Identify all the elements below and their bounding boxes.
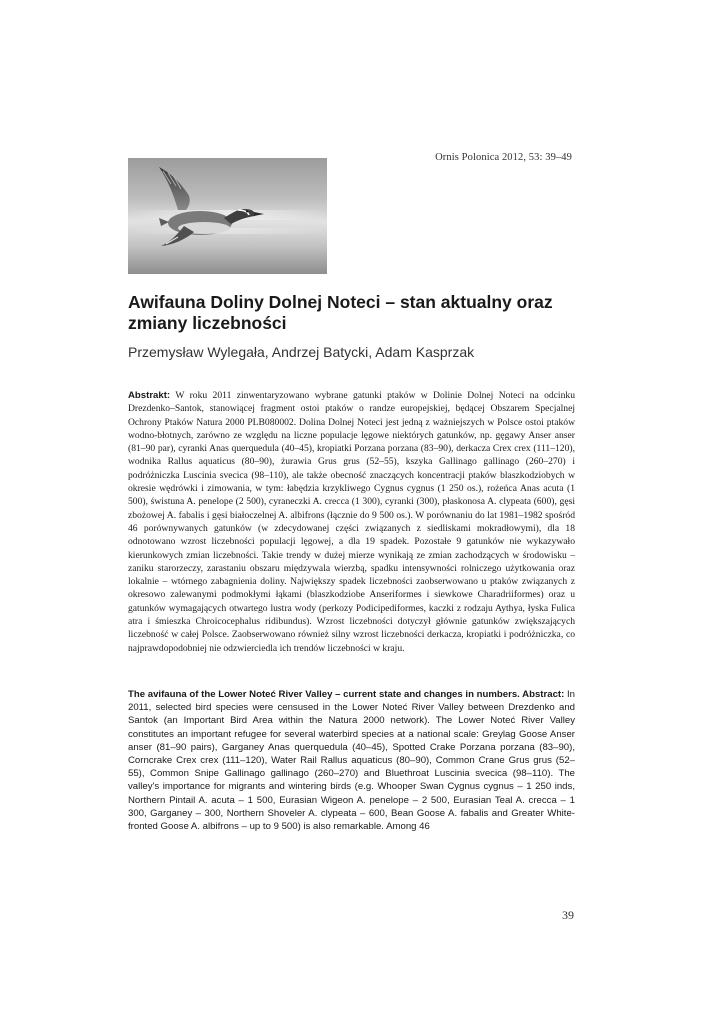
- abstract-english-label: The avifauna of the Lower Noteć River Valley – current state and changes in numbers. Abstract:: [128, 689, 565, 700]
- abstract-polish-label: Abstrakt:: [128, 390, 171, 401]
- journal-reference: Ornis Polonica 2012, 53: 39–49: [435, 152, 572, 163]
- article-authors: Przemysław Wylegała, Andrzej Batycki, Adam Kasprzak: [128, 344, 475, 360]
- flying-duck-photo: [128, 158, 327, 274]
- abstract-english-text: In 2011, selected bird species were censused in the Lower Noteć River Valley between Drezdenko and Santok (an Important Bird Area within the Natura 2000 network). The Lower Noteć River Valley constitutes an important refugee for several waterbird species at a national scale: Greylag Goose Anser anser (81–90 pairs), Garganey Anas querquedula (40–45), Spotted Crake Porzana porzana (83–90), Corncrake Crex crex (111–120), Water Rail Rallus aquaticus (80–90), Common Crane Grus grus (52–55), Common Snipe Gallinago gallinago (260–270) and Bluethroat Luscinia svecica (98–110). The valley's importance for migrants and wintering birds (e.g. Whooper Swan Cygnus cygnus – 1 250 inds, Northern Pintail A. acuta – 1 500, Eurasian Wigeon A. penelope – 2 500, Eurasian Teal A. crecca – 1 300, Garganey – 300, Northern Shoveler A. clypeata – 600, Bean Goose A. fabalis and Greater White-fronted Goose A. albifrons – up to 9 500) is also remarkable. Among 46: [128, 689, 575, 833]
- abstract-english: [128, 688, 575, 833]
- page-number: 39: [562, 908, 574, 922]
- article-title: Awifauna Doliny Dolnej Noteci – stan aktualny oraz zmiany liczebności: [128, 292, 553, 333]
- abstract-polish-text: W roku 2011 zinwentaryzowano wybrane gatunki ptaków w Dolinie Dolnej Noteci na odcinku Drezdenko–Santok, stanowiącej fragment ostoi ptaków o randze europejskiej, będącej Obszarem Specjalnej Ochrony Ptaków Natura 2000 PLB080002. Dolina Dolnej Noteci jest jedną z ważniejszych w Polsce ostoi ptaków wodno-błotnych, zarówno ze względu na liczne populacje lęgowe niektórych gatunków, np. gęgawy Anser anser (81–90 par), cyranki Anas querquedula (40–45), kropiatki Porzana porzana (83–90), derkacza Crex crex (111–120), wodnika Rallus aquaticus (80–90), żurawia Grus grus (52–55), kszyka Gallinago gallinago (260–270) i podróżniczka Luscinia svecica (98–110), ale także obecność znaczących koncentracji ptaków blaszkodziobych w okresie wędrówki i zimowania, w tym: łabędzia krzykliwego Cygnus cygnus (1 250 os.), rożeńca Anas acuta (1 500), świstuna A. penelope (2 500), cyraneczki A. crecca (1 300), cyranki (300), płaskonosa A. clypeata (600), gęsi zbożowej A. fabalis i gęsi białoczelnej A. albifrons (łącznie do 9 500 os.). W porównaniu do lat 1981–1982 spośród 46 porównywanych gatunków (w zdecydowanej części związanych z siedliskami mokradłowymi), dla 18 odnotowano wzrost liczebności populacji lęgowej, a dla 19 spadek. Pozostałe 9 gatunków nie wykazywało kierunkowych zmian liczebności. Takie trendy w dużej mierze wynikają ze zmian zachodzących w środowisku – zaniku starorzeczy, zarastaniu obszaru międzywala wierzbą, spadku intensywności rolniczego użytkowania oraz lokalnie – wtórnego zabagnienia doliny. Największy spadek liczebności zaobserwowano u ptaków związanych z okresowo zalewanymi podmokłymi łąkami (blaszkodziobe Anseriformes i siewkowe Charadriiformes) oraz u gatunków wymagających otwartego lustra wody (perkozy Podicipediformes, kaczki z rodzaju Aythya, łyska Fulica atra i śmieszka Chroicocephalus ridibundus). Wzrost liczebności dotyczył głównie gatunków zwiększających liczebność w całej Polsce. Zaobserwowano również silny wzrost liczebności derkacza, kropiatki i podróżniczka, co najprawdopodobniej nie odzwierciedla ich trendów liczebności w kraju.: [128, 390, 575, 654]
- duck-illustration: [128, 158, 327, 274]
- abstract-polish: [128, 389, 575, 655]
